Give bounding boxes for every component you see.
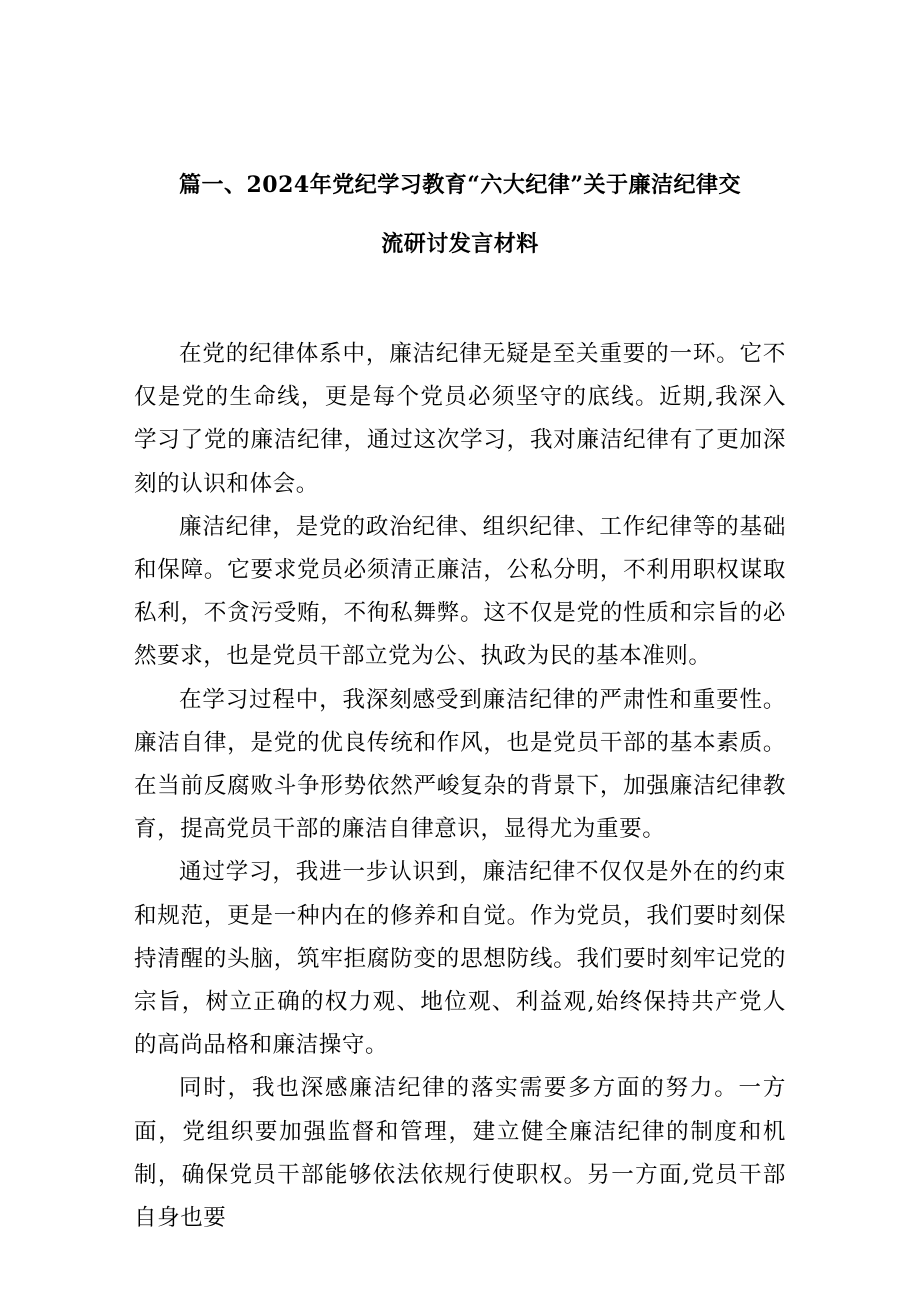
paragraph-5: 同时，我也深感廉洁纪律的落实需要多方面的努力。一方面，党组织要加强监督和管理，建立健全廉洁纪律的制度和机制，确保党员干部能够依法依规行使职权。另一方面,党员干部自身也要 xyxy=(134,1075,786,1232)
document-title-line-2: 流研讨发言材料 xyxy=(381,231,539,257)
document-title-line-1: 篇一、2024年党纪学习教育“六大纪律”关于廉洁纪律交 xyxy=(178,172,742,198)
paragraph-2: 廉洁纪律，是党的政治纪律、组织纪律、工作纪律等的基础和保障。它要求党员必须清正廉洁，公私分明，不利用职权谋取私利，不贪污受贿，不徇私舞弊。这不仅是党的性质和宗旨的必然要求，也是党员干部立党为公、执政为民的基本准则。 xyxy=(134,513,786,670)
paragraph-1: 在党的纪律体系中，廉洁纪律无疑是至关重要的一环。它不仅是党的生命线，更是每个党员必须坚守的底线。近期,我深入学习了党的廉洁纪律，通过这次学习，我对廉洁纪律有了更加深刻的认识和体会。 xyxy=(134,341,786,497)
paragraph-4: 通过学习，我进一步认识到，廉洁纪律不仅仅是外在的约束和规范，更是一种内在的修养和自觉。作为党员，我们要时刻保持清醒的头脑，筑牢拒腐防变的思想防线。我们要时刻牢记党的宗旨，树立正确的权力观、地位观、利益观,始终保持共产党人的高尚品格和廉洁操守。 xyxy=(134,859,786,1059)
document-body xyxy=(134,333,786,1240)
paragraph-3: 在学习过程中，我深刻感受到廉洁纪律的严肃性和重要性。廉洁自律，是党的优良传统和作风，也是党员干部的基本素质。在当前反腐败斗争形势依然严峻复杂的背景下，加强廉洁纪律教育，提高党员干部的廉洁自律意识，显得尤为重要。 xyxy=(134,686,786,843)
